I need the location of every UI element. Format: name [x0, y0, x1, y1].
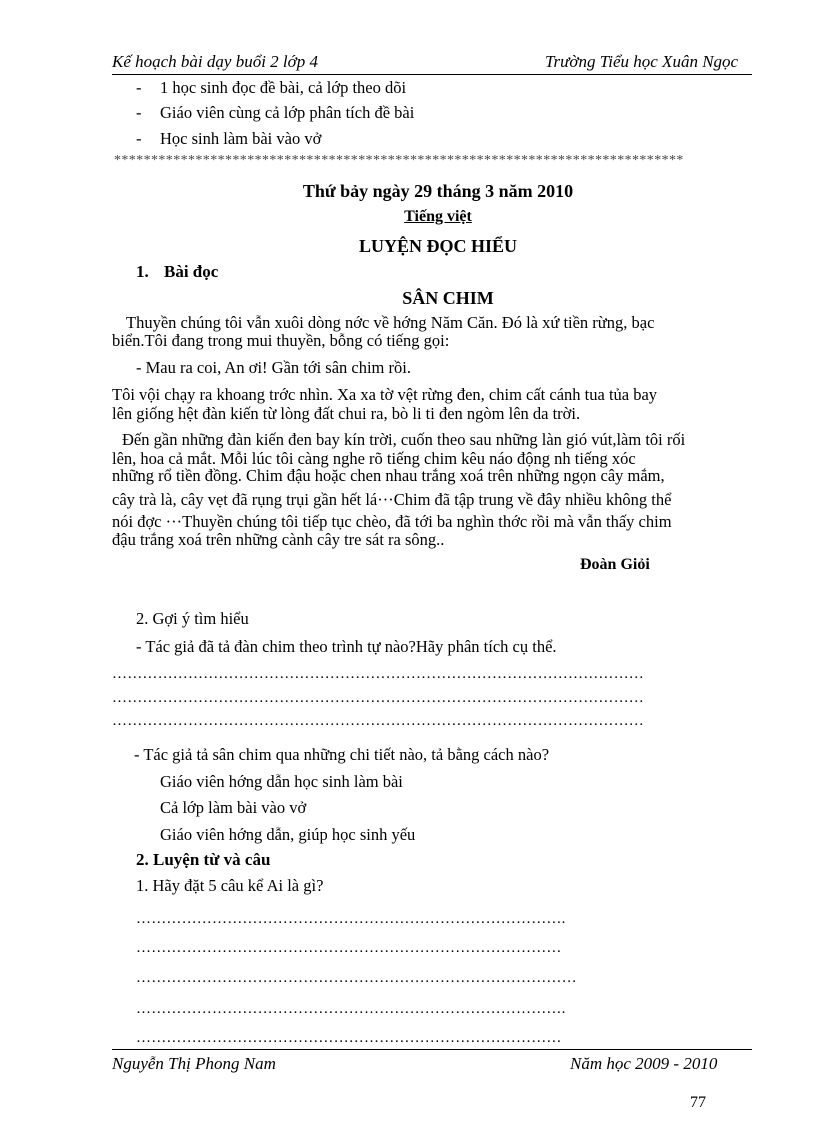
bullet-dash: -	[136, 103, 142, 122]
author: Đoàn Giỏi	[580, 556, 650, 573]
star-separator: *****************************************************************************	[114, 153, 684, 168]
header-rule	[112, 74, 752, 75]
passage-line: - Mau ra coi, An ơi! Gần tới sân chim rồi.	[136, 358, 411, 377]
passage-line: biển.Tôi đang trong mui thuyền, bỗng có tiếng gọi:	[112, 331, 450, 350]
bullet-dash: -	[136, 78, 142, 97]
passage-line: lên, hoa cả mắt. Mỗi lúc tôi càng nghe rõ tiếng chim kêu náo động nh tiếng xóc	[112, 449, 636, 468]
section1-title: Bài đọc	[164, 262, 219, 281]
passage-line: những rổ tiền đồng. Chim đậu hoặc chen nhau trắng xoá trên những ngọn cây mắm,	[112, 466, 665, 485]
passage-line: Tôi vội chạy ra khoang trớc nhìn. Xa xa tờ vệt rừng đen, chim cất cánh tua tủa bay	[112, 385, 658, 404]
answer-line: …………………………………………………………………………	[136, 940, 562, 956]
answer-line: ………………………………………………………………………….	[136, 1001, 566, 1017]
intro-bullet: Học sinh làm bài vào vở	[160, 129, 322, 148]
answer-line: ……………………………………………………………………………………………	[112, 666, 644, 682]
answer-line: ……………………………………………………………………………………………	[112, 713, 644, 729]
step-item: Cả lớp làm bài vào vở	[160, 798, 307, 817]
date-line: Thứ bảy ngày 29 tháng 3 năm 2010	[302, 181, 574, 201]
answer-line: ………………………………………………………………………….	[136, 911, 566, 927]
passage-line: nói đợc ···Thuyền chúng tôi tiếp tục chèo, đã tới ba nghìn thớc rồi mà vẫn thấy chim	[112, 512, 672, 531]
page-number: 77	[690, 1094, 706, 1111]
question-1: - Tác giả đã tả đàn chim theo trình tự nào?Hãy phân tích cụ thể.	[136, 637, 557, 656]
footer-left: Nguyễn Thị Phong Nam	[112, 1054, 276, 1073]
section3-question: 1. Hãy đặt 5 câu kể Ai là gì?	[136, 876, 324, 895]
passage-line: cây trà là, cây vẹt đã rụng trụi gần hết lá···Chim đã tập trung về đây nhiều không thể	[112, 490, 672, 509]
bullet-dash: -	[136, 129, 142, 148]
lesson-title: LUYỆN ĐỌC HIỂU	[358, 236, 518, 256]
answer-line: …………………………………………………………………………	[136, 1030, 562, 1046]
reading-title: SÂN CHIM	[402, 288, 494, 308]
header-right: Trường Tiểu học Xuân Ngọc	[545, 52, 739, 71]
section1-number: 1.	[136, 262, 149, 281]
footer-rule	[112, 1049, 752, 1050]
answer-line: ……………………………………………………………………………	[136, 970, 577, 986]
passage-line: Đến gần những đàn kiến đen bay kín trời, cuốn theo sau những làn gió vút,làm tôi rối	[122, 430, 686, 449]
answer-line: ……………………………………………………………………………………………	[112, 690, 644, 706]
step-item: Giáo viên hớng dẫn học sinh làm bài	[160, 772, 403, 791]
passage-line: Thuyền chúng tôi vẫn xuôi dòng nớc về hớng Năm Căn. Đó là xứ tiền rừng, bạc	[126, 313, 655, 332]
section2-heading: 2. Gợi ý tìm hiểu	[136, 609, 249, 628]
step-item: Giáo viên hớng dẫn, giúp học sinh yếu	[160, 825, 416, 844]
section3-heading: 2. Luyện từ và câu	[136, 850, 271, 869]
header-left: Kế hoạch bài dạy buổi 2 lớp 4	[112, 52, 318, 71]
question-2: - Tác giả tả sân chim qua những chi tiết nào, tả bằng cách nào?	[134, 745, 550, 764]
passage-line: đậu trắng xoá trên những cành cây tre sát ra sông..	[112, 530, 445, 549]
intro-bullet: 1 học sinh đọc đề bài, cả lớp theo dõi	[160, 78, 407, 97]
footer-right: Năm học 2009 - 2010	[570, 1054, 718, 1073]
passage-line: lên giống hệt đàn kiến từ lòng đất chui ra, bò li ti đen ngòm lên da trời.	[112, 404, 581, 423]
intro-bullet: Giáo viên cùng cả lớp phân tích đề bài	[160, 103, 415, 122]
subject-title: Tiếng việt	[404, 208, 472, 225]
